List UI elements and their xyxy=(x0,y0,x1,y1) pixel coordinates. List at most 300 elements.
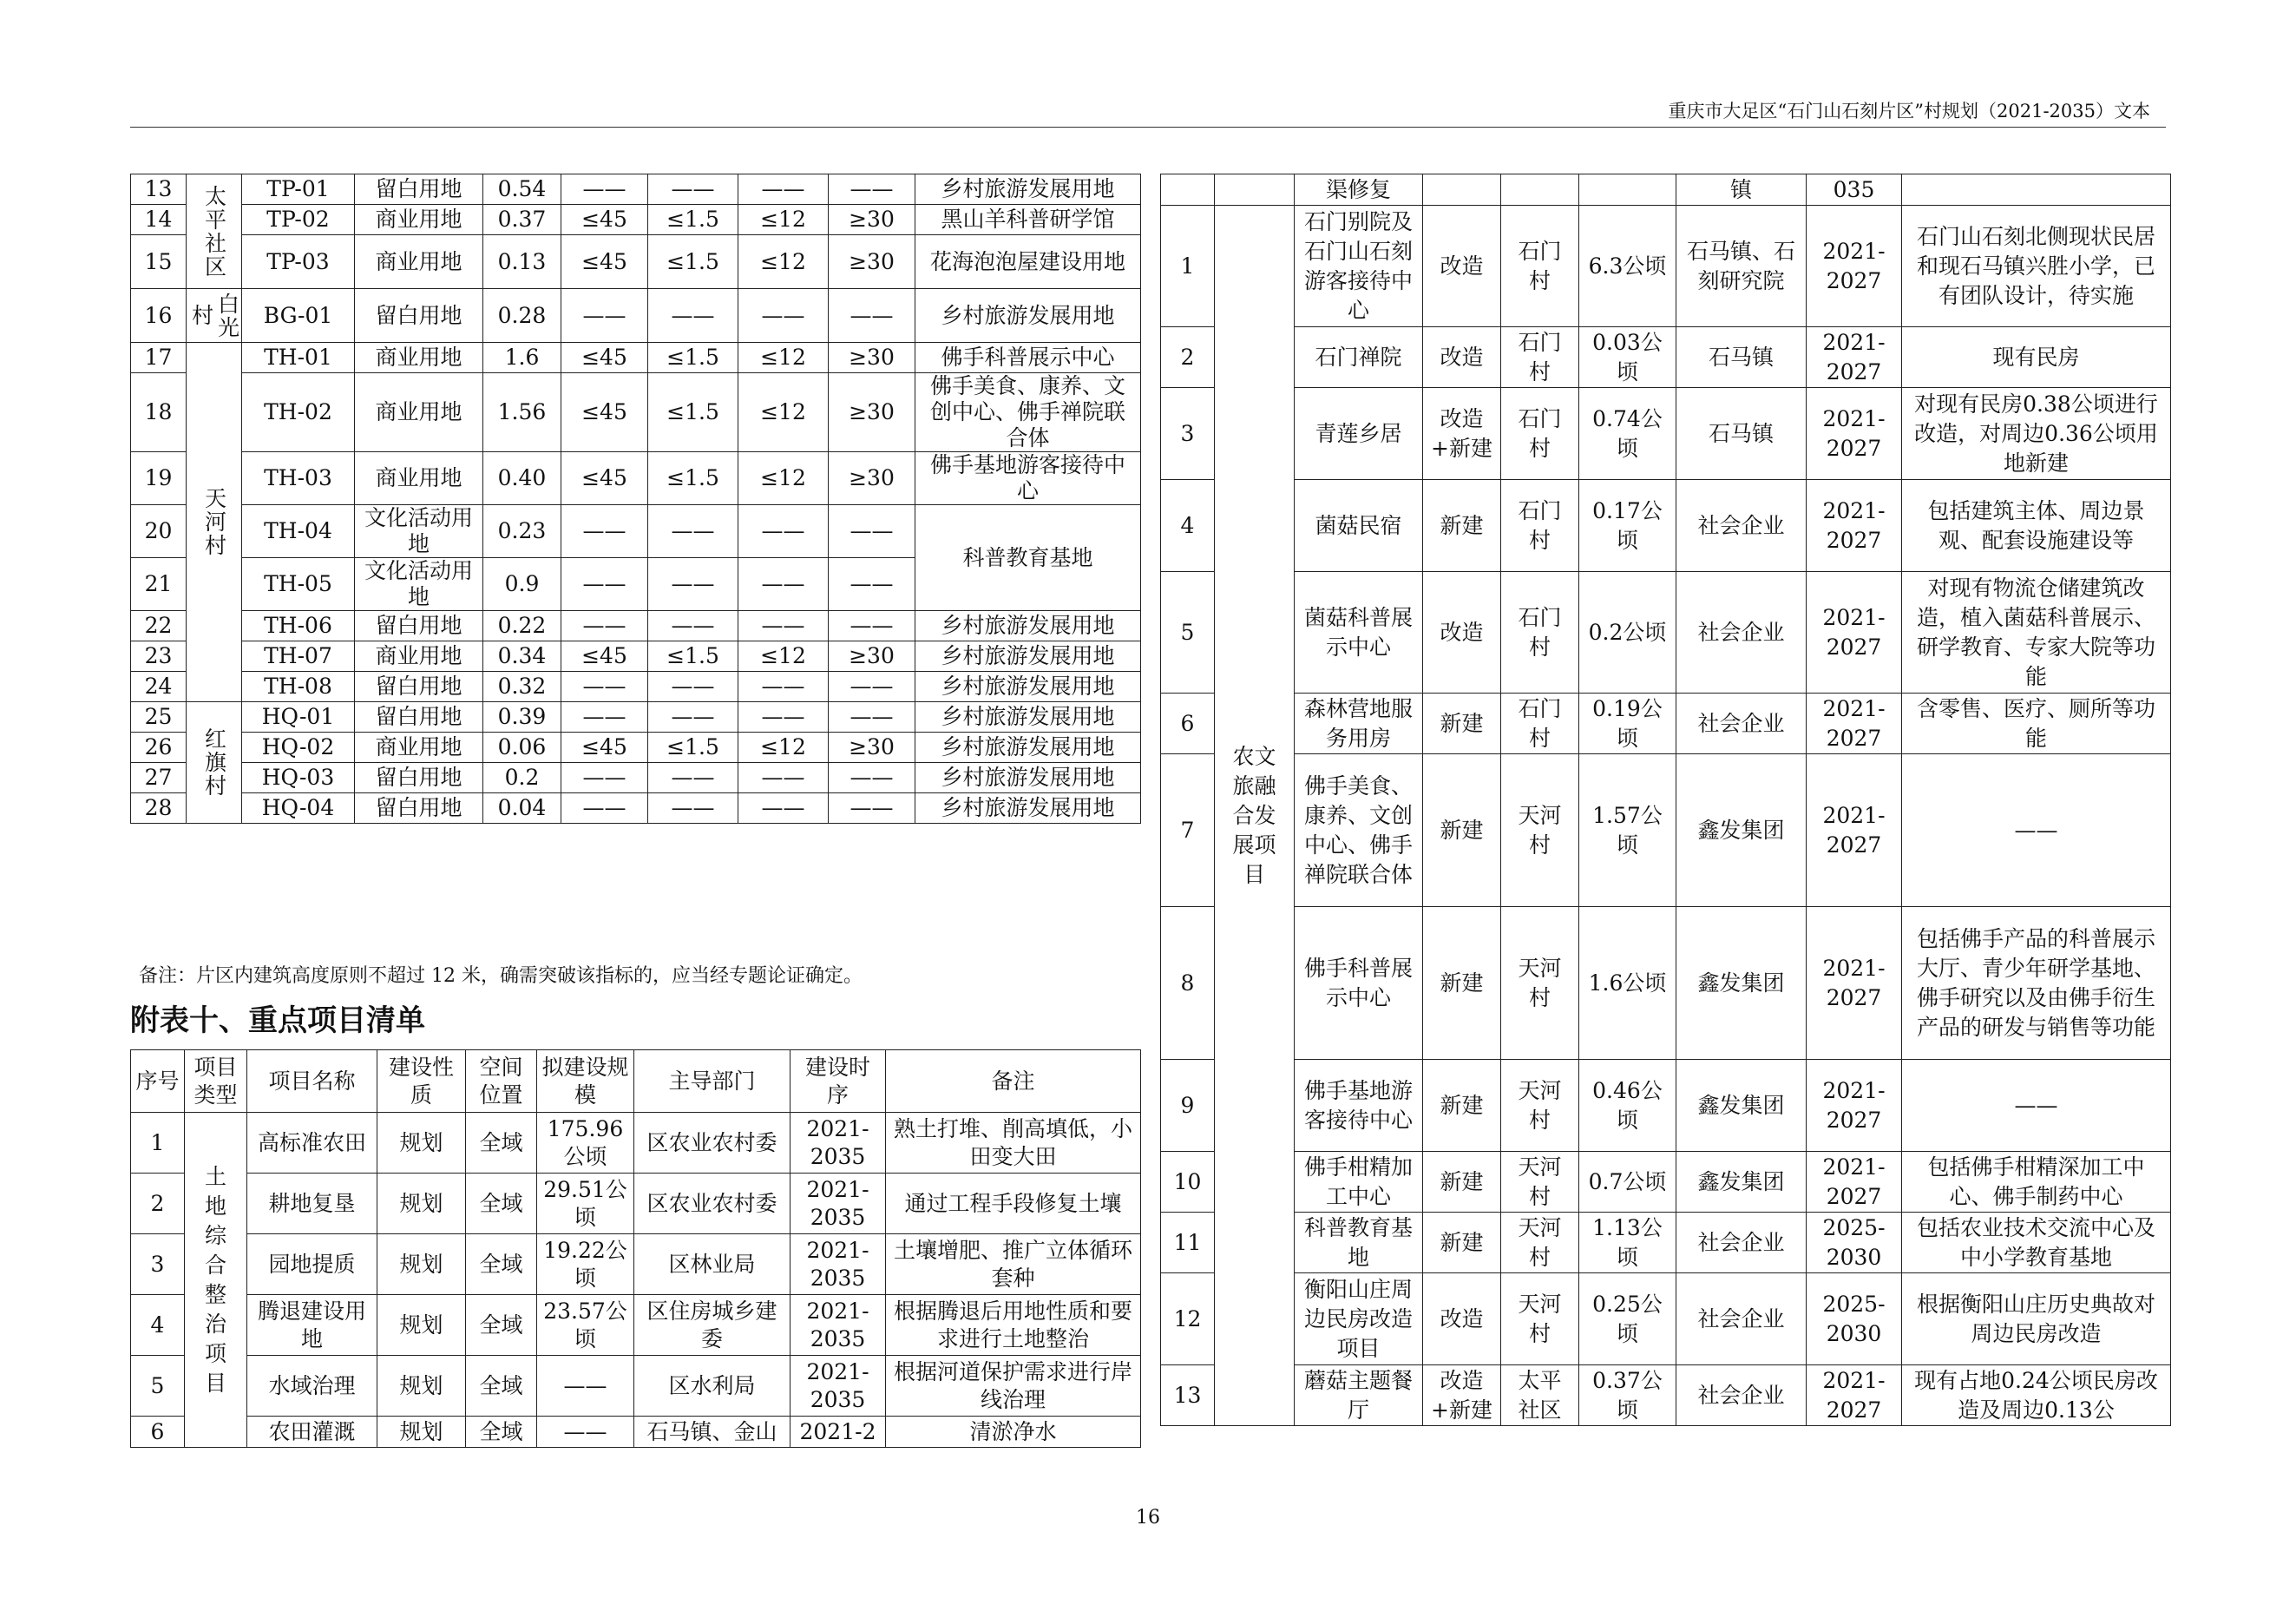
project-name: 石门别院及石门山石刻游客接待中心 xyxy=(1295,206,1423,327)
row-number: 24 xyxy=(131,672,187,702)
spatial-location: 石门村 xyxy=(1501,694,1579,754)
plot-code: TH-02 xyxy=(242,373,355,452)
spatial-location: 全域 xyxy=(466,1174,537,1234)
planned-scale: —— xyxy=(537,1356,634,1417)
planned-scale: 0.17公顷 xyxy=(1579,480,1676,572)
green-ratio: —— xyxy=(829,672,915,702)
plot-code: TP-01 xyxy=(242,174,355,205)
row-number: 23 xyxy=(131,641,187,672)
project-name: 青莲乡居 xyxy=(1295,388,1423,480)
floor-area-ratio: ≤1.5 xyxy=(648,235,738,289)
building-density: ≤12 xyxy=(738,373,829,452)
project-number: 6 xyxy=(131,1417,185,1448)
height-limit: —— xyxy=(561,174,648,205)
row-number: 27 xyxy=(131,763,187,793)
building-density: —— xyxy=(738,793,829,824)
table-row xyxy=(1161,754,2171,907)
plot-remark: 乡村旅游发展用地 xyxy=(915,733,1141,763)
plot-remark: 乡村旅游发展用地 xyxy=(915,763,1141,793)
project-name: 菌菇科普展示中心 xyxy=(1295,572,1423,694)
plot-code: TH-04 xyxy=(242,505,355,558)
table-row xyxy=(131,505,1141,558)
lead-department: 石马镇 xyxy=(1676,388,1807,480)
construction-period: 2021-2027 xyxy=(1807,907,1902,1060)
height-limit: ≤45 xyxy=(561,733,648,763)
row-number: 25 xyxy=(131,702,187,733)
construction-nature: 新建 xyxy=(1423,694,1501,754)
planned-scale: 0.37公顷 xyxy=(1579,1365,1676,1426)
plot-remark: 乡村旅游发展用地 xyxy=(915,611,1141,641)
height-limit: —— xyxy=(561,611,648,641)
planned-scale: 29.51公顷 xyxy=(537,1174,634,1234)
plot-code: BG-01 xyxy=(242,289,355,343)
construction-period: 2025-2030 xyxy=(1807,1213,1902,1273)
green-ratio: ≥30 xyxy=(829,373,915,452)
construction-period: 2021-2027 xyxy=(1807,694,1902,754)
table-row xyxy=(131,235,1141,289)
green-ratio: —— xyxy=(829,763,915,793)
project-name: 园地提质 xyxy=(247,1234,377,1295)
floor-area-ratio: —— xyxy=(648,702,738,733)
project-number: 2 xyxy=(131,1174,185,1234)
spatial-location: 石门村 xyxy=(1501,572,1579,694)
height-limit: —— xyxy=(561,505,648,558)
project-number: 13 xyxy=(1161,1365,1215,1426)
spatial-location: 天河村 xyxy=(1501,1213,1579,1273)
row-number: 14 xyxy=(131,205,187,235)
floor-area-ratio: —— xyxy=(648,793,738,824)
height-limit: —— xyxy=(561,289,648,343)
project-category: 土地综合整治项目 xyxy=(185,1113,247,1448)
lead-department: 区住房城乡建委 xyxy=(634,1295,790,1356)
construction-period: 2025-2030 xyxy=(1807,1273,1902,1365)
spatial-location xyxy=(1501,174,1579,206)
land-use-type: 留白用地 xyxy=(355,289,483,343)
table-row xyxy=(1161,206,2171,327)
project-remark: 包括建筑主体、周边景观、配套设施建设等 xyxy=(1902,480,2171,572)
table-header-row xyxy=(131,1050,1141,1113)
spatial-location: 太平社区 xyxy=(1501,1365,1579,1426)
height-limit: —— xyxy=(561,763,648,793)
project-remark: 含零售、医疗、厕所等功能 xyxy=(1902,694,2171,754)
project-number: 6 xyxy=(1161,694,1215,754)
planned-scale: 0.2公顷 xyxy=(1579,572,1676,694)
plot-remark: 佛手基地游客接待中心 xyxy=(915,452,1141,505)
project-name: 佛手柑精加工中心 xyxy=(1295,1152,1423,1213)
table-row xyxy=(131,1417,1141,1448)
row-number: 22 xyxy=(131,611,187,641)
table-row xyxy=(1161,1365,2171,1426)
project-number: 9 xyxy=(1161,1060,1215,1152)
row-number: 20 xyxy=(131,505,187,558)
table-row xyxy=(131,1174,1141,1234)
construction-nature: 规划 xyxy=(377,1295,466,1356)
table-row xyxy=(131,1234,1141,1295)
building-density: ≤12 xyxy=(738,205,829,235)
construction-nature: 规划 xyxy=(377,1113,466,1174)
project-number: 3 xyxy=(131,1234,185,1295)
planned-scale: 0.19公顷 xyxy=(1579,694,1676,754)
area-value: 0.32 xyxy=(483,672,561,702)
land-use-type: 留白用地 xyxy=(355,611,483,641)
construction-period: 2021-2027 xyxy=(1807,754,1902,907)
project-name: 农田灌溉 xyxy=(247,1417,377,1448)
area-value: 1.56 xyxy=(483,373,561,452)
project-remark: 包括农业技术交流中心及中小学教育基地 xyxy=(1902,1213,2171,1273)
project-number: 3 xyxy=(1161,388,1215,480)
table-row xyxy=(131,702,1141,733)
floor-area-ratio: ≤1.5 xyxy=(648,452,738,505)
floor-area-ratio: —— xyxy=(648,505,738,558)
area-value: 0.39 xyxy=(483,702,561,733)
spatial-location: 石门村 xyxy=(1501,206,1579,327)
project-name: 森林营地服务用房 xyxy=(1295,694,1423,754)
row-number: 21 xyxy=(131,558,187,611)
header-nature: 建设性质 xyxy=(377,1050,466,1113)
green-ratio: —— xyxy=(829,793,915,824)
floor-area-ratio: ≤1.5 xyxy=(648,205,738,235)
key-project-table-body xyxy=(131,1050,1141,1448)
project-number: 7 xyxy=(1161,754,1215,907)
floor-area-ratio: ≤1.5 xyxy=(648,733,738,763)
height-limit: —— xyxy=(561,672,648,702)
land-use-type: 留白用地 xyxy=(355,672,483,702)
construction-nature: 规划 xyxy=(377,1417,466,1448)
project-name: 佛手基地游客接待中心 xyxy=(1295,1060,1423,1152)
floor-area-ratio: —— xyxy=(648,289,738,343)
running-header: 重庆市大足区“石门山石刻片区”村规划（2021-2035）文本 xyxy=(1668,101,2150,122)
spatial-location: 天河村 xyxy=(1501,1152,1579,1213)
building-density: —— xyxy=(738,505,829,558)
construction-period: 2021-2035 xyxy=(790,1234,886,1295)
project-remark: 根据衡阳山庄历史典故对周边民房改造 xyxy=(1902,1273,2171,1365)
planned-scale: 6.3公顷 xyxy=(1579,206,1676,327)
spatial-location: 全域 xyxy=(466,1417,537,1448)
plot-remark: 科普教育基地 xyxy=(915,505,1141,611)
header-dept: 主导部门 xyxy=(634,1050,790,1113)
construction-period: 2021-2027 xyxy=(1807,1365,1902,1426)
row-number: 13 xyxy=(131,174,187,205)
building-density: ≤12 xyxy=(738,235,829,289)
area-value: 0.23 xyxy=(483,505,561,558)
land-use-type: 留白用地 xyxy=(355,174,483,205)
project-name: 衡阳山庄周边民房改造项目 xyxy=(1295,1273,1423,1365)
area-value: 0.40 xyxy=(483,452,561,505)
lead-department: 社会企业 xyxy=(1676,1213,1807,1273)
header-scale: 拟建设规模 xyxy=(537,1050,634,1113)
table-row xyxy=(131,373,1141,452)
lead-department: 区农业农村委 xyxy=(634,1174,790,1234)
plot-code: TH-05 xyxy=(242,558,355,611)
row-number: 17 xyxy=(131,343,187,373)
green-ratio: ≥30 xyxy=(829,641,915,672)
project-category: 农文旅融合发展项目 xyxy=(1215,206,1295,1426)
plot-remark: 乡村旅游发展用地 xyxy=(915,641,1141,672)
project-remark: —— xyxy=(1902,1060,2171,1152)
planned-scale: 0.7公顷 xyxy=(1579,1152,1676,1213)
project-remark: 通过工程手段修复土壤 xyxy=(886,1174,1141,1234)
building-density: —— xyxy=(738,763,829,793)
project-name: 水域治理 xyxy=(247,1356,377,1417)
green-ratio: —— xyxy=(829,611,915,641)
lead-department: 镇 xyxy=(1676,174,1807,206)
plot-remark: 乡村旅游发展用地 xyxy=(915,702,1141,733)
project-remark: 对现有民房0.38公顷进行改造，对周边0.36公顷用地新建 xyxy=(1902,388,2171,480)
plot-code: TP-03 xyxy=(242,235,355,289)
table-row xyxy=(131,763,1141,793)
floor-area-ratio: ≤1.5 xyxy=(648,343,738,373)
table-row xyxy=(1161,1213,2171,1273)
height-limit: ≤45 xyxy=(561,205,648,235)
lead-department: 石马镇、金山 xyxy=(634,1417,790,1448)
height-limit: —— xyxy=(561,702,648,733)
spatial-location: 石门村 xyxy=(1501,480,1579,572)
building-density: —— xyxy=(738,558,829,611)
height-limit: ≤45 xyxy=(561,641,648,672)
construction-period: 2021-2035 xyxy=(790,1295,886,1356)
planned-scale: 0.74公顷 xyxy=(1579,388,1676,480)
floor-area-ratio: —— xyxy=(648,672,738,702)
green-ratio: —— xyxy=(829,558,915,611)
land-use-type: 商业用地 xyxy=(355,733,483,763)
project-remark: 熟土打堆、削高填低，小田变大田 xyxy=(886,1113,1141,1174)
village-name: 天河村 xyxy=(187,343,242,702)
land-use-type: 留白用地 xyxy=(355,763,483,793)
row-number: 19 xyxy=(131,452,187,505)
green-ratio: ≥30 xyxy=(829,235,915,289)
green-ratio: —— xyxy=(829,505,915,558)
project-remark: 对现有物流仓储建筑改造，植入菌菇科普展示、研学教育、专家大院等功能 xyxy=(1902,572,2171,694)
construction-nature: 规划 xyxy=(377,1234,466,1295)
row-number: 15 xyxy=(131,235,187,289)
table-row xyxy=(1161,388,2171,480)
lead-department: 鑫发集团 xyxy=(1676,1152,1807,1213)
header-type: 项目类型 xyxy=(185,1050,247,1113)
spatial-location: 天河村 xyxy=(1501,907,1579,1060)
plot-code: HQ-01 xyxy=(242,702,355,733)
height-limit: ≤45 xyxy=(561,235,648,289)
area-value: 1.6 xyxy=(483,343,561,373)
spatial-location: 全域 xyxy=(466,1356,537,1417)
plot-code: HQ-03 xyxy=(242,763,355,793)
project-name: 石门禅院 xyxy=(1295,327,1423,388)
spatial-location: 石门村 xyxy=(1501,388,1579,480)
green-ratio: —— xyxy=(829,702,915,733)
table-row xyxy=(131,1356,1141,1417)
table-row xyxy=(1161,1152,2171,1213)
planned-scale: 0.25公顷 xyxy=(1579,1273,1676,1365)
land-use-type: 留白用地 xyxy=(355,793,483,824)
floor-area-ratio: —— xyxy=(648,611,738,641)
key-project-table xyxy=(130,1049,1141,1448)
area-value: 0.06 xyxy=(483,733,561,763)
plot-remark: 黑山羊科普研学馆 xyxy=(915,205,1141,235)
floor-area-ratio: —— xyxy=(648,558,738,611)
table-row xyxy=(131,174,1141,205)
plot-code: TH-06 xyxy=(242,611,355,641)
area-value: 0.04 xyxy=(483,793,561,824)
green-ratio: ≥30 xyxy=(829,205,915,235)
planned-scale: 19.22公顷 xyxy=(537,1234,634,1295)
floor-area-ratio: —— xyxy=(648,174,738,205)
project-remark: —— xyxy=(1902,754,2171,907)
spatial-location: 全域 xyxy=(466,1295,537,1356)
land-use-table-body xyxy=(131,174,1141,824)
construction-period: 2021-2035 xyxy=(790,1174,886,1234)
table-row xyxy=(1161,694,2171,754)
height-limit: ≤45 xyxy=(561,452,648,505)
project-remark: 清淤净水 xyxy=(886,1417,1141,1448)
land-use-type: 商业用地 xyxy=(355,235,483,289)
table-row xyxy=(131,733,1141,763)
spatial-location: 天河村 xyxy=(1501,1273,1579,1365)
lead-department: 区农业农村委 xyxy=(634,1113,790,1174)
plot-code: TH-01 xyxy=(242,343,355,373)
construction-period: 2021-2035 xyxy=(790,1356,886,1417)
planned-scale: 23.57公顷 xyxy=(537,1295,634,1356)
construction-period: 2021-2027 xyxy=(1807,1152,1902,1213)
construction-period: 2021-2027 xyxy=(1807,206,1902,327)
area-value: 0.34 xyxy=(483,641,561,672)
project-remark: 现有占地0.24公顷民房改造及周边0.13公 xyxy=(1902,1365,2171,1426)
project-remark: 包括佛手柑精深加工中心、佛手制药中心 xyxy=(1902,1152,2171,1213)
construction-nature: 改造 xyxy=(1423,327,1501,388)
project-number: 1 xyxy=(131,1113,185,1174)
row-number: 18 xyxy=(131,373,187,452)
table-row xyxy=(1161,327,2171,388)
project-remark: 土壤增肥、推广立体循环套种 xyxy=(886,1234,1141,1295)
table-row xyxy=(131,205,1141,235)
header-period: 建设时序 xyxy=(790,1050,886,1113)
land-use-type: 商业用地 xyxy=(355,205,483,235)
area-value: 0.37 xyxy=(483,205,561,235)
lead-department: 社会企业 xyxy=(1676,1273,1807,1365)
table-row xyxy=(131,343,1141,373)
building-density: —— xyxy=(738,611,829,641)
floor-area-ratio: ≤1.5 xyxy=(648,373,738,452)
table-row xyxy=(131,452,1141,505)
height-limit: ≤45 xyxy=(561,373,648,452)
floor-area-ratio: ≤1.5 xyxy=(648,641,738,672)
project-name: 佛手科普展示中心 xyxy=(1295,907,1423,1060)
plot-code: TH-03 xyxy=(242,452,355,505)
village-name: 太平社区 xyxy=(187,174,242,289)
height-limit: —— xyxy=(561,793,648,824)
green-ratio: —— xyxy=(829,174,915,205)
project-number: 4 xyxy=(131,1295,185,1356)
height-limit: —— xyxy=(561,558,648,611)
construction-period: 2021-2027 xyxy=(1807,572,1902,694)
construction-nature: 改造+新建 xyxy=(1423,1365,1501,1426)
project-remark xyxy=(1902,174,2171,206)
section-title: 附表十、重点项目清单 xyxy=(130,1003,425,1038)
table-row xyxy=(131,793,1141,824)
land-use-type: 商业用地 xyxy=(355,373,483,452)
construction-period: 2021-2027 xyxy=(1807,327,1902,388)
planned-scale: —— xyxy=(537,1417,634,1448)
project-name: 佛手美食、康养、文创中心、佛手禅院联合体 xyxy=(1295,754,1423,907)
land-use-type: 商业用地 xyxy=(355,343,483,373)
building-density: —— xyxy=(738,672,829,702)
height-limit: ≤45 xyxy=(561,343,648,373)
lead-department: 石马镇、石刻研究院 xyxy=(1676,206,1807,327)
table-row xyxy=(1161,1060,2171,1152)
plot-remark: 乡村旅游发展用地 xyxy=(915,174,1141,205)
lead-department: 社会企业 xyxy=(1676,480,1807,572)
construction-nature: 新建 xyxy=(1423,1060,1501,1152)
row-number: 28 xyxy=(131,793,187,824)
project-number: 2 xyxy=(1161,327,1215,388)
construction-nature: 新建 xyxy=(1423,480,1501,572)
construction-nature: 新建 xyxy=(1423,1152,1501,1213)
area-value: 0.13 xyxy=(483,235,561,289)
lead-department: 区水利局 xyxy=(634,1356,790,1417)
table-row xyxy=(131,672,1141,702)
plot-remark: 乡村旅游发展用地 xyxy=(915,289,1141,343)
plot-remark: 佛手科普展示中心 xyxy=(915,343,1141,373)
table-row xyxy=(131,611,1141,641)
planned-scale: 1.57公顷 xyxy=(1579,754,1676,907)
land-use-type: 商业用地 xyxy=(355,641,483,672)
key-project-table-continued xyxy=(1160,174,2171,1426)
project-remark: 根据腾退后用地性质和要求进行土地整治 xyxy=(886,1295,1141,1356)
continuation-row xyxy=(1161,174,2171,206)
construction-nature xyxy=(1423,174,1501,206)
lead-department: 社会企业 xyxy=(1676,694,1807,754)
table-row xyxy=(1161,572,2171,694)
construction-nature: 规划 xyxy=(377,1174,466,1234)
table-row xyxy=(131,641,1141,672)
project-name: 耕地复垦 xyxy=(247,1174,377,1234)
planned-scale: 1.6公顷 xyxy=(1579,907,1676,1060)
header-no: 序号 xyxy=(131,1050,185,1113)
project-remark: 包括佛手产品的科普展示大厅、青少年研学基地、佛手研究以及由佛手衍生产品的研发与销售等功能 xyxy=(1902,907,2171,1060)
project-number: 12 xyxy=(1161,1273,1215,1365)
building-density: ≤12 xyxy=(738,641,829,672)
planned-scale: 1.13公顷 xyxy=(1579,1213,1676,1273)
plot-remark: 佛手美食、康养、文创中心、佛手禅院联合体 xyxy=(915,373,1141,452)
construction-nature: 改造 xyxy=(1423,572,1501,694)
plot-remark: 乡村旅游发展用地 xyxy=(915,672,1141,702)
construction-period: 035 xyxy=(1807,174,1902,206)
page-number: 16 xyxy=(1136,1507,1160,1529)
plot-code: TH-08 xyxy=(242,672,355,702)
table-row xyxy=(131,289,1141,343)
plot-code: TH-07 xyxy=(242,641,355,672)
spatial-location: 石门村 xyxy=(1501,327,1579,388)
construction-nature: 改造 xyxy=(1423,1273,1501,1365)
construction-nature: 新建 xyxy=(1423,1213,1501,1273)
lead-department: 石马镇 xyxy=(1676,327,1807,388)
project-number: 4 xyxy=(1161,480,1215,572)
spatial-location: 全域 xyxy=(466,1113,537,1174)
lead-department: 社会企业 xyxy=(1676,572,1807,694)
row-number: 16 xyxy=(131,289,187,343)
plot-code: TP-02 xyxy=(242,205,355,235)
project-name: 蘑菇主题餐厅 xyxy=(1295,1365,1423,1426)
building-density: —— xyxy=(738,289,829,343)
project-number: 5 xyxy=(1161,572,1215,694)
project-number xyxy=(1161,174,1215,206)
table-footnote: 备注：片区内建筑高度原则不超过 12 米，确需突破该指标的，应当经专题论证确定。 xyxy=(139,965,863,987)
plot-code: HQ-02 xyxy=(242,733,355,763)
project-number: 11 xyxy=(1161,1213,1215,1273)
lead-department: 鑫发集团 xyxy=(1676,1060,1807,1152)
construction-nature: 改造 xyxy=(1423,206,1501,327)
project-number: 5 xyxy=(131,1356,185,1417)
land-use-table xyxy=(130,174,1141,824)
construction-period: 2021-2027 xyxy=(1807,388,1902,480)
